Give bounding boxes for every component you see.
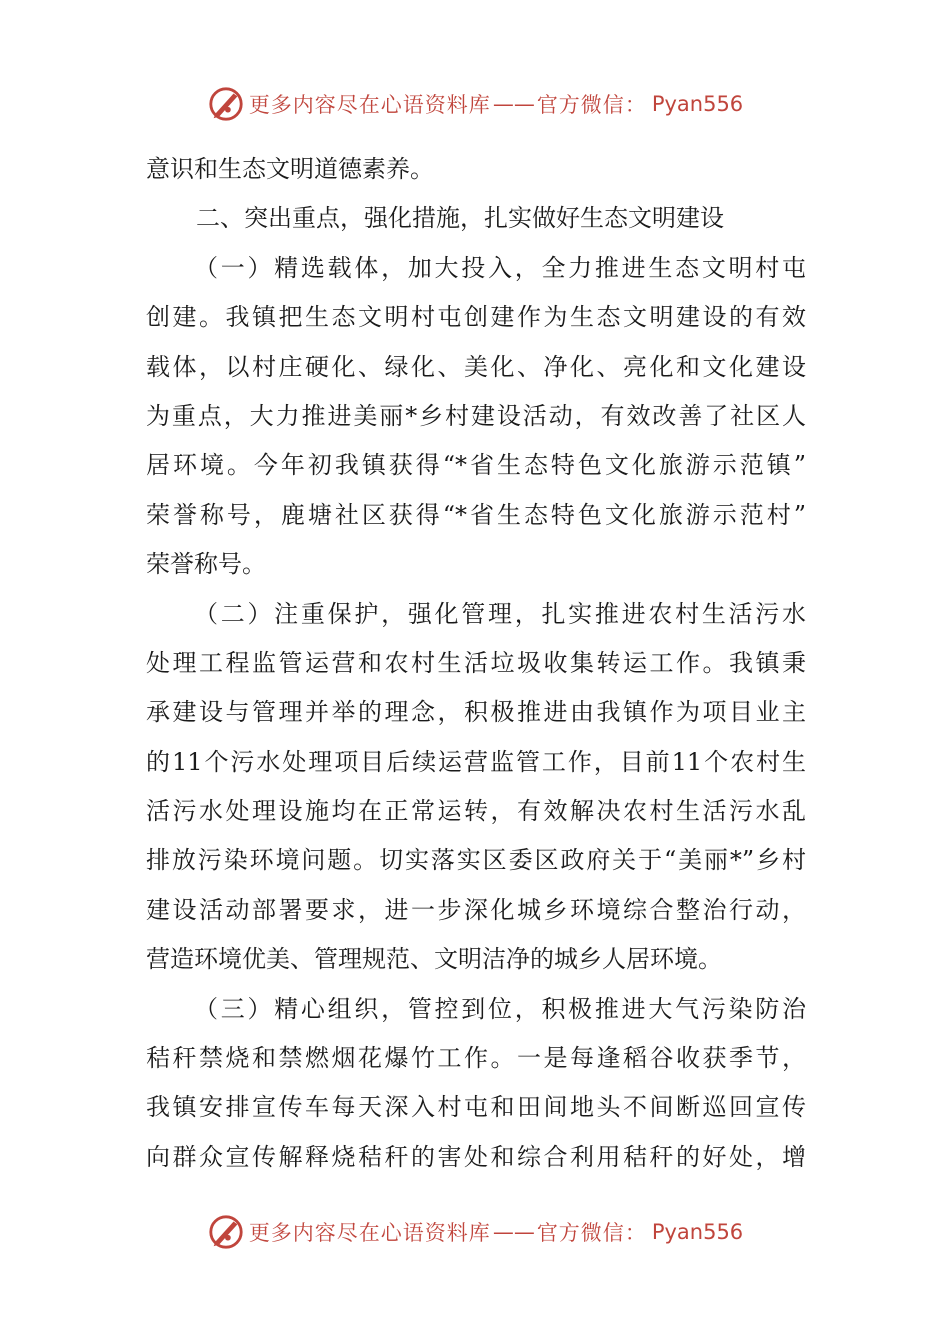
- subsection-heading: （二）注重保护，强化管理，扎实推进农村生活污水: [194, 599, 806, 628]
- document-body: [146, 145, 806, 1182]
- watermark-brand: 更多内容尽在心语资料库: [248, 1221, 491, 1245]
- body-line: 创建。我镇把生态文明村屯创建作为生态文明建设的有效: [146, 303, 806, 332]
- body-line: 向群众宣传解释烧秸秆的害处和综合利用秸秆的好处，增: [146, 1142, 806, 1171]
- pen-circle-logo-icon: [207, 1213, 245, 1251]
- body-line: 排放污染环境问题。切实落实区委区政府关于“美丽*”乡村: [146, 846, 806, 875]
- watermark-wechat-label: 官方微信: [536, 1221, 625, 1245]
- body-line: 为重点，大力推进美丽*乡村建设活动，有效改善了社区人: [146, 401, 806, 430]
- body-line: 载体，以村庄硬化、绿化、美化、净化、亮化和文化建设: [146, 352, 806, 381]
- watermark-brand: 更多内容尽在心语资料库: [248, 93, 491, 117]
- watermark-handle: Pyan556: [651, 92, 744, 116]
- body-line: 营造环境优美、管理规范、文明洁净的城乡人居环境。: [146, 945, 722, 974]
- body-line: 居环境。今年初我镇获得“*省生态特色文化旅游示范镇”: [146, 451, 806, 480]
- body-line: 荣誉称号。: [146, 550, 266, 579]
- subsection-heading: （三）精心组织，管控到位，积极推进大气污染防治: [194, 994, 806, 1023]
- body-line: 荣誉称号，鹿塘社区获得“*省生态特色文化旅游示范村”: [146, 500, 806, 529]
- body-line: 承建设与管理并举的理念，积极推进由我镇作为项目业主: [146, 698, 806, 727]
- section-heading: 二、突出重点，强化措施，扎实做好生态文明建设: [196, 204, 724, 233]
- watermark-footer: [0, 1212, 950, 1252]
- watermark-dash: ——: [492, 92, 535, 116]
- watermark-colon: ：: [624, 1221, 646, 1245]
- body-line: 秸秆禁烧和禁燃烟花爆竹工作。一是每逢稻谷收获季节，: [146, 1044, 806, 1073]
- watermark-header: [0, 84, 950, 124]
- body-line: 建设活动部署要求，进一步深化城乡环境综合整治行动，: [146, 895, 806, 924]
- subsection-heading: （一）精选载体，加大投入，全力推进生态文明村屯: [194, 253, 806, 282]
- body-line: 意识和生态文明道德素养。: [146, 155, 434, 183]
- body-line: 我镇安排宣传车每天深入村屯和田间地头不间断巡回宣传: [146, 1093, 806, 1122]
- watermark-handle: Pyan556: [651, 1220, 744, 1244]
- watermark-dash: ——: [492, 1220, 535, 1244]
- body-line: 处理工程监管运营和农村生活垃圾收集转运工作。我镇秉: [146, 648, 806, 677]
- body-line: 的11个污水处理项目后续运营监管工作，目前11个农村生: [146, 747, 806, 776]
- body-line: 活污水处理设施均在正常运转，有效解决农村生活污水乱: [146, 797, 806, 826]
- watermark-colon: ：: [624, 93, 646, 117]
- watermark-wechat-label: 官方微信: [536, 93, 625, 117]
- pen-circle-logo-icon: [207, 85, 245, 123]
